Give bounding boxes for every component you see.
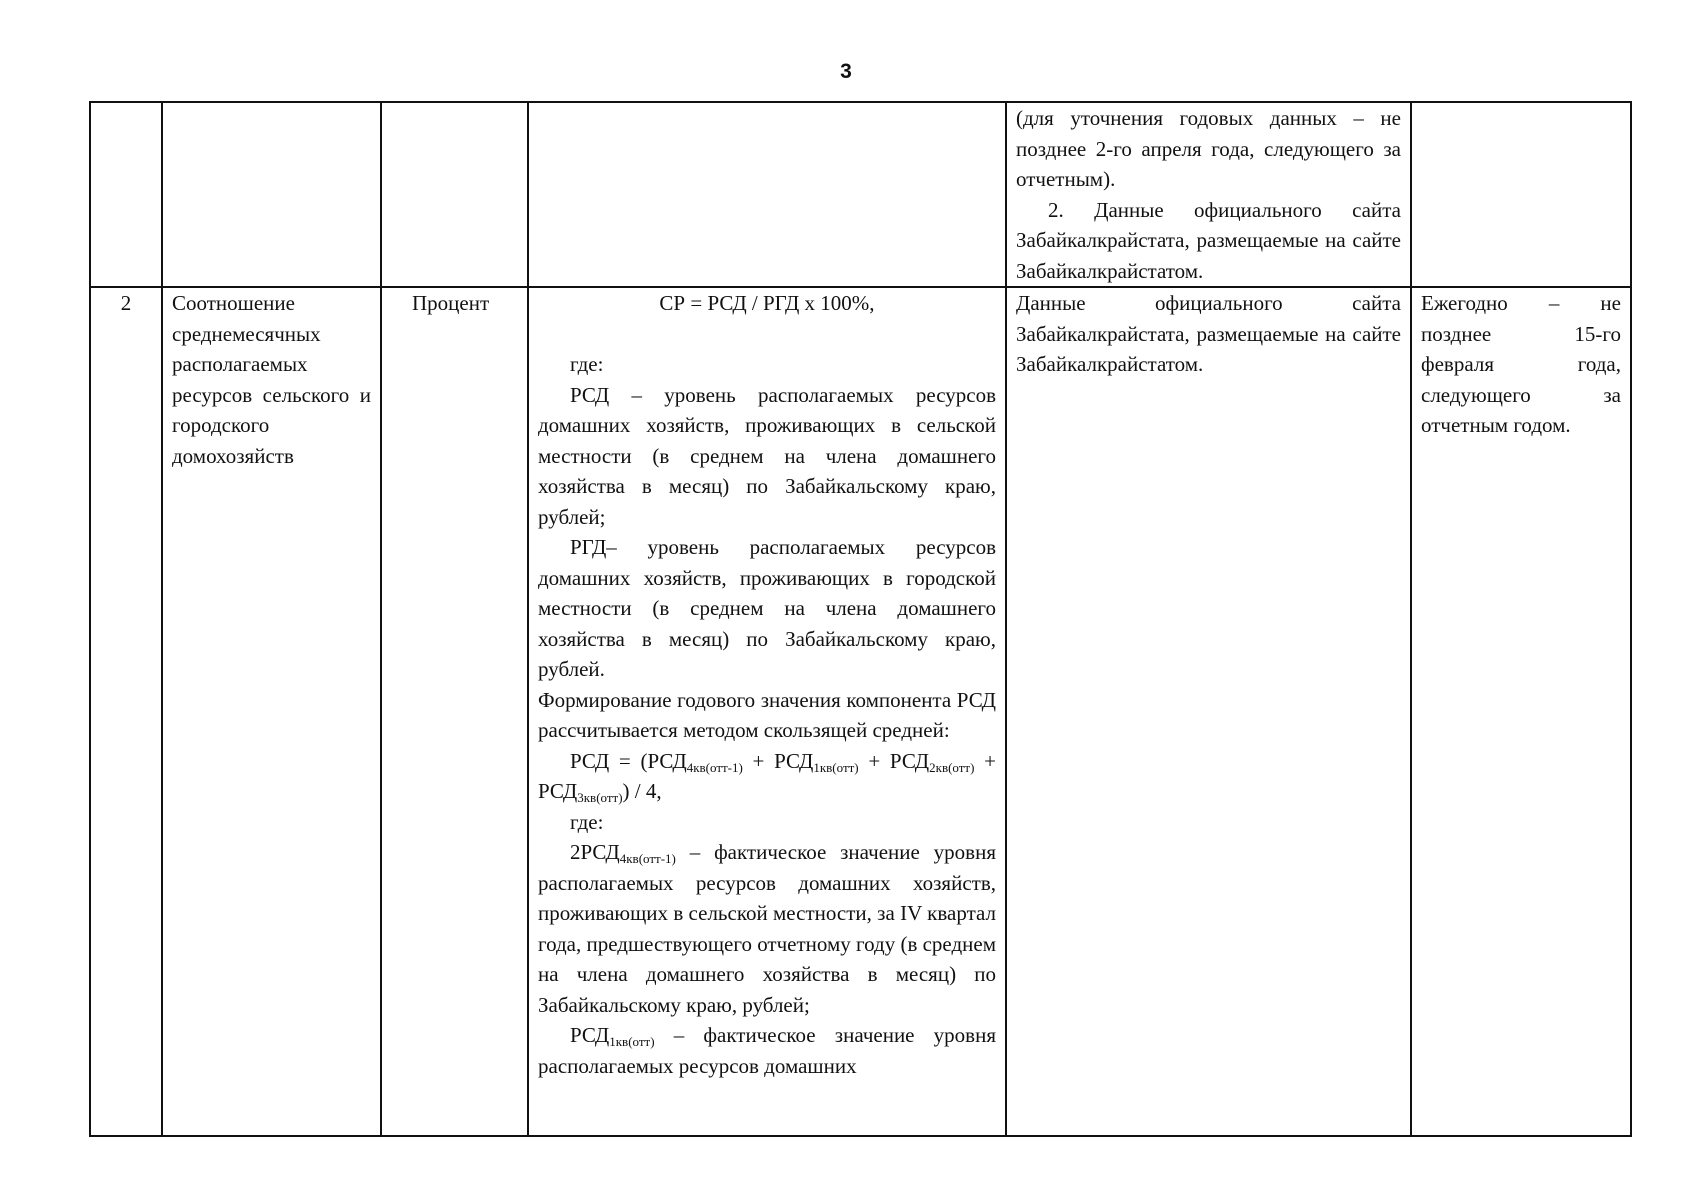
rsd-q1-definition (538, 1020, 996, 1081)
formula-part: ) / 4, (622, 779, 662, 803)
indicator-table (89, 101, 1632, 1137)
formula-part: + РСД (538, 748, 996, 803)
cell-data-source: Данные официального сайта Забайкалкрайстата, размещаемые на сайте Забайкалкрайстатом. (1006, 287, 1411, 1136)
cell-deadline: Ежегодно – не позднее 15-го февраля года, следующего за отчетным годом. (1411, 287, 1631, 1136)
blank-line (538, 319, 996, 350)
cell-deadline-empty (1411, 102, 1631, 287)
where-label-2: где: (570, 809, 604, 834)
table-row-continuation (90, 102, 1631, 287)
cell-indicator-number: 2 (90, 287, 162, 1136)
formula-subscript: 1кв(отт) (813, 759, 859, 775)
annual-value-note: Формирование годового значения компонента РСД рассчитывается методом скользящей средней: (538, 687, 996, 742)
term-subscript: 1кв(отт) (609, 1034, 655, 1049)
formula-subscript: 3кв(отт) (577, 790, 623, 805)
term: РСД (570, 1023, 610, 1047)
term: 2РСД (570, 840, 620, 864)
term-subscript: 4кв(отт-1) (619, 851, 676, 866)
rsd-definition: РСД – уровень располагаемых ресурсов домашних хозяйств, проживающих в сельской местности (в среднем на члена домашнего хозяйства в месяц) по Забайкальскому краю, рублей; (538, 382, 996, 529)
formula-subscript: 2кв(отт) (929, 759, 975, 775)
formula-part: РСД = (РСД (570, 748, 687, 773)
cell-unit-empty (381, 102, 528, 287)
cell-num-empty (90, 102, 162, 287)
cell-calculation-method (528, 287, 1006, 1136)
main-formula: СР = РСД / РГД х 100%, (659, 291, 875, 315)
cell-method-empty (528, 102, 1006, 287)
formula-subscript: 4кв(отт-1) (686, 759, 743, 775)
moving-average-formula (538, 746, 996, 807)
cell-name-empty (162, 102, 381, 287)
term-definition: – фактическое значение уровня располагаемых ресурсов домашних (538, 1023, 996, 1078)
source-clarification-text: (для уточнения годовых данных – не позднее 2-го апреля года, следующего за отчетным). (1016, 106, 1401, 191)
cell-source-continuation (1006, 102, 1411, 287)
term-definition: – фактическое значение уровня располагаемых ресурсов домашних хозяйств, проживающих в сельской местности, за IV квартал года, предшествующего отчетному году (в среднем на члена домашнего хозяйства в месяц) по Забайкальскому краю, рублей; (538, 840, 997, 1017)
rgd-definition: РГД– уровень располагаемых ресурсов домашних хозяйств, проживающих в городской местности (в среднем на члена домашнего хозяйства в месяц) по Забайкальскому краю, рублей. (538, 535, 996, 681)
cell-indicator-name: Соотношение среднемесячных располагаемых ресурсов сельского и городского домохозяйств (162, 287, 381, 1136)
table-row-indicator-2 (90, 287, 1631, 1136)
rsd-q4-definition (538, 837, 996, 1020)
where-label-1: где: (570, 352, 604, 376)
source-item-2-text: 2. Данные официального сайта Забайкалкрайстата, размещаемые на сайте Забайкалкрайстатом. (1016, 197, 1401, 283)
page-number: 3 (840, 60, 852, 83)
formula-part: + РСД (742, 748, 814, 773)
formula-part: + РСД (858, 748, 930, 773)
cell-unit: Процент (381, 287, 528, 1136)
